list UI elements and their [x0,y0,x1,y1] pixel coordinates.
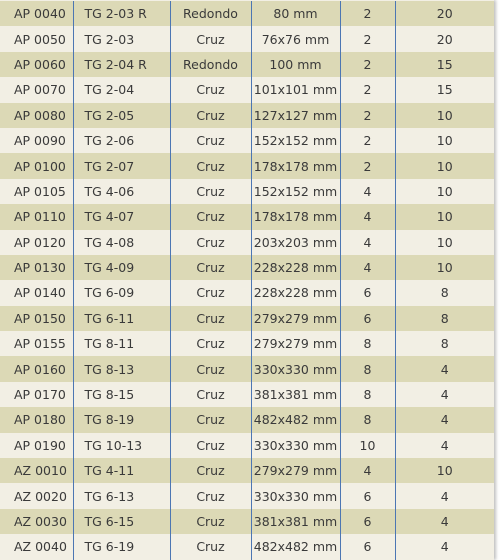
shape-cell: Cruz [170,534,251,559]
table-row [0,433,494,458]
shape-cell: Cruz [170,433,251,458]
qty-a-cell: 6 [340,306,395,331]
code-cell: AP 0150 [0,306,73,331]
shape-cell: Redondo [170,52,251,77]
table-row [0,280,494,305]
model-cell: TG 2-05 [73,103,170,128]
model-cell: TG 4-07 [73,204,170,229]
table-row [0,509,494,534]
model-cell: TG 4-09 [73,255,170,280]
size-cell: 178x178 mm [251,204,340,229]
shape-cell: Cruz [170,128,251,153]
qty-a-cell: 6 [340,509,395,534]
shape-cell: Cruz [170,153,251,178]
size-cell: 228x228 mm [251,255,340,280]
shape-cell: Cruz [170,179,251,204]
model-cell: TG 2-04 [73,77,170,102]
table-row [0,356,494,381]
code-cell: AP 0190 [0,433,73,458]
size-cell: 482x482 mm [251,407,340,432]
code-cell: AP 0170 [0,382,73,407]
qty-b-cell: 20 [395,26,494,51]
size-cell: 330x330 mm [251,433,340,458]
size-cell: 330x330 mm [251,356,340,381]
qty-b-cell: 15 [395,52,494,77]
shape-cell: Cruz [170,483,251,508]
qty-b-cell: 10 [395,153,494,178]
size-cell: 279x279 mm [251,331,340,356]
table-row [0,306,494,331]
shape-cell: Cruz [170,356,251,381]
table-row [0,26,494,51]
code-cell: AP 0050 [0,26,73,51]
size-cell: 101x101 mm [251,77,340,102]
table-row [0,407,494,432]
product-table [0,1,494,560]
code-cell: AP 0105 [0,179,73,204]
model-cell: TG 6-09 [73,280,170,305]
size-cell: 482x482 mm [251,534,340,559]
size-cell: 152x152 mm [251,128,340,153]
code-cell: AP 0110 [0,204,73,229]
table-row [0,179,494,204]
qty-a-cell: 2 [340,26,395,51]
qty-a-cell: 2 [340,128,395,153]
code-cell: AP 0070 [0,77,73,102]
code-cell: AP 0155 [0,331,73,356]
qty-a-cell: 4 [340,179,395,204]
qty-b-cell: 4 [395,382,494,407]
table-row [0,52,494,77]
model-cell: TG 2-03 [73,26,170,51]
table-row [0,103,494,128]
qty-b-cell: 10 [395,458,494,483]
size-cell: 381x381 mm [251,382,340,407]
model-cell: TG 6-19 [73,534,170,559]
qty-a-cell: 6 [340,280,395,305]
code-cell: AZ 0020 [0,483,73,508]
qty-b-cell: 15 [395,77,494,102]
size-cell: 100 mm [251,52,340,77]
code-cell: AP 0120 [0,230,73,255]
code-cell: AP 0040 [0,1,73,26]
qty-a-cell: 4 [340,255,395,280]
code-cell: AP 0130 [0,255,73,280]
model-cell: TG 2-03 R [73,1,170,26]
qty-b-cell: 8 [395,306,494,331]
model-cell: TG 4-08 [73,230,170,255]
table-row [0,458,494,483]
product-table-body [0,1,494,560]
size-cell: 228x228 mm [251,280,340,305]
size-cell: 203x203 mm [251,230,340,255]
qty-b-cell: 4 [395,407,494,432]
table-row [0,331,494,356]
shape-cell: Cruz [170,77,251,102]
qty-a-cell: 4 [340,204,395,229]
qty-a-cell: 2 [340,1,395,26]
qty-b-cell: 8 [395,280,494,305]
model-cell: TG 2-06 [73,128,170,153]
table-row [0,483,494,508]
model-cell: TG 4-06 [73,179,170,204]
size-cell: 178x178 mm [251,153,340,178]
shape-cell: Cruz [170,407,251,432]
qty-b-cell: 4 [395,356,494,381]
qty-a-cell: 4 [340,230,395,255]
shape-cell: Cruz [170,306,251,331]
model-cell: TG 4-11 [73,458,170,483]
model-cell: TG 8-15 [73,382,170,407]
qty-a-cell: 4 [340,458,395,483]
table-row [0,230,494,255]
model-cell: TG 6-15 [73,509,170,534]
shape-cell: Cruz [170,26,251,51]
qty-b-cell: 10 [395,230,494,255]
size-cell: 381x381 mm [251,509,340,534]
qty-b-cell: 4 [395,534,494,559]
shape-cell: Cruz [170,204,251,229]
code-cell: AP 0180 [0,407,73,432]
code-cell: AP 0100 [0,153,73,178]
code-cell: AP 0080 [0,103,73,128]
table-row [0,153,494,178]
model-cell: TG 8-13 [73,356,170,381]
qty-a-cell: 2 [340,52,395,77]
shape-cell: Cruz [170,103,251,128]
code-cell: AP 0160 [0,356,73,381]
qty-b-cell: 4 [395,483,494,508]
qty-b-cell: 10 [395,128,494,153]
size-cell: 127x127 mm [251,103,340,128]
qty-a-cell: 6 [340,483,395,508]
qty-a-cell: 8 [340,356,395,381]
qty-a-cell: 10 [340,433,395,458]
table-row [0,204,494,229]
qty-b-cell: 10 [395,204,494,229]
code-cell: AP 0140 [0,280,73,305]
model-cell: TG 8-11 [73,331,170,356]
code-cell: AZ 0030 [0,509,73,534]
qty-b-cell: 4 [395,509,494,534]
size-cell: 330x330 mm [251,483,340,508]
qty-a-cell: 6 [340,534,395,559]
qty-b-cell: 10 [395,255,494,280]
table-row [0,77,494,102]
table-row [0,255,494,280]
table-row [0,1,494,26]
table-row [0,534,494,559]
qty-b-cell: 20 [395,1,494,26]
shape-cell: Cruz [170,255,251,280]
model-cell: TG 8-19 [73,407,170,432]
qty-b-cell: 10 [395,179,494,204]
qty-b-cell: 4 [395,433,494,458]
shape-cell: Cruz [170,509,251,534]
qty-a-cell: 2 [340,153,395,178]
qty-b-cell: 8 [395,331,494,356]
qty-a-cell: 8 [340,407,395,432]
code-cell: AZ 0040 [0,534,73,559]
shape-cell: Cruz [170,230,251,255]
shape-cell: Cruz [170,280,251,305]
model-cell: TG 10-13 [73,433,170,458]
qty-b-cell: 10 [395,103,494,128]
shape-cell: Cruz [170,331,251,356]
model-cell: TG 2-07 [73,153,170,178]
shape-cell: Cruz [170,458,251,483]
code-cell: AP 0060 [0,52,73,77]
model-cell: TG 6-13 [73,483,170,508]
qty-a-cell: 2 [340,77,395,102]
size-cell: 76x76 mm [251,26,340,51]
shape-cell: Redondo [170,1,251,26]
size-cell: 152x152 mm [251,179,340,204]
table-row [0,382,494,407]
code-cell: AZ 0010 [0,458,73,483]
model-cell: TG 2-04 R [73,52,170,77]
qty-a-cell: 8 [340,331,395,356]
qty-a-cell: 2 [340,103,395,128]
table-row [0,128,494,153]
size-cell: 279x279 mm [251,306,340,331]
size-cell: 80 mm [251,1,340,26]
model-cell: TG 6-11 [73,306,170,331]
qty-a-cell: 8 [340,382,395,407]
shape-cell: Cruz [170,382,251,407]
code-cell: AP 0090 [0,128,73,153]
size-cell: 279x279 mm [251,458,340,483]
